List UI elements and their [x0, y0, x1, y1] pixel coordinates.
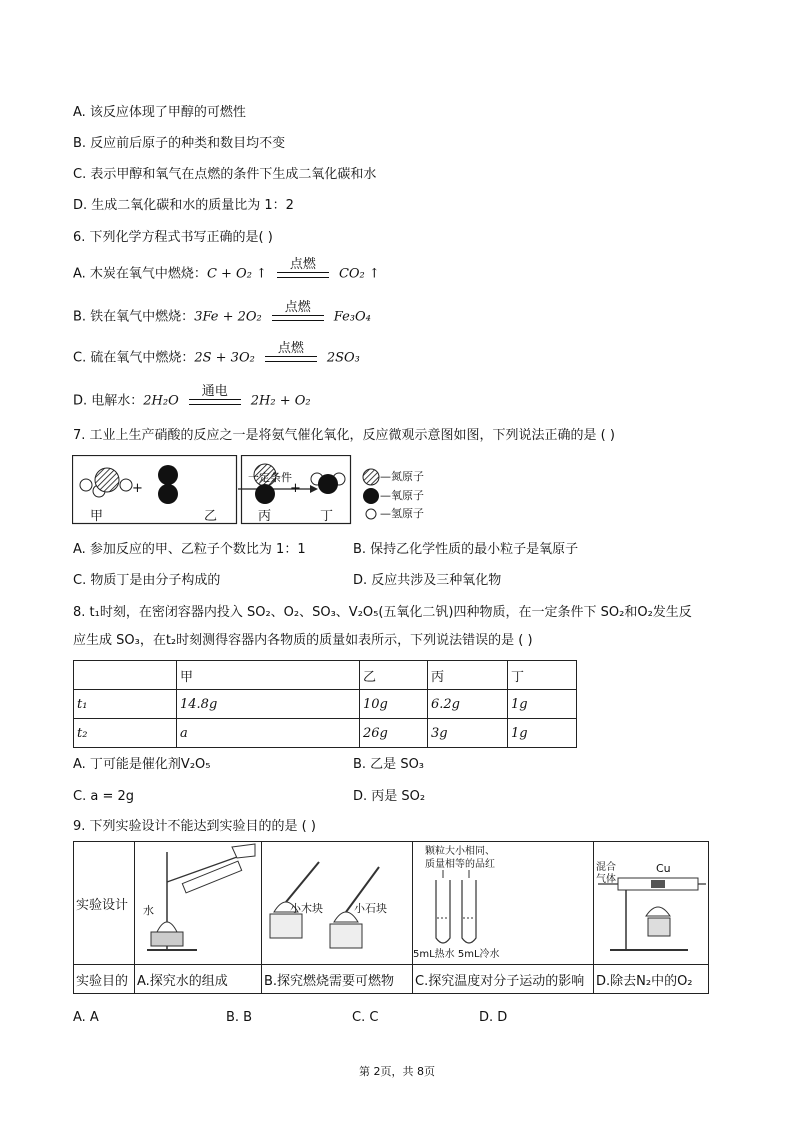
- img-water-label: 水: [143, 904, 154, 917]
- q7-arrow-label: 一定条件: [248, 471, 292, 484]
- table-cell: 10g: [360, 690, 428, 719]
- q6-b-right: Fe₃O₄: [333, 309, 371, 325]
- q6-stem: 6. 下列化学方程式书写正确的是( ): [73, 230, 273, 245]
- q7-option-c: C. 物质丁是由分子构成的: [73, 573, 221, 588]
- equals-bars: [277, 272, 329, 278]
- q7-label-jia: 甲: [90, 509, 104, 524]
- q6-d-prefix: D. 电解水：: [73, 393, 144, 409]
- row-label-goal: 实验目的: [74, 965, 135, 994]
- table-cell: 1g: [508, 690, 577, 719]
- table-header-row: [74, 661, 577, 690]
- goal-a: A.探究水的组成: [135, 965, 262, 994]
- q5-option-a: A. 该反应体现了甲醇的可燃性: [73, 105, 246, 120]
- q7-stem: 7. 工业上生产硝酸的反应之一是将氨气催化氧化，反应微观示意图如图，下列说法正确的是 ( ): [73, 428, 615, 443]
- table-cell: 1g: [508, 719, 577, 748]
- q6-option-b: [73, 300, 371, 327]
- q6-a-condition: [277, 258, 329, 278]
- q5-option-d: D. 生成二氧化碳和水的质量比为 1：2: [73, 198, 294, 213]
- img-c-top1: 颗粒大小相同、: [425, 846, 495, 857]
- q8-table: [73, 660, 577, 748]
- q9-option-c: C. C: [352, 1010, 379, 1025]
- combustion-apparatus-image: [264, 842, 410, 960]
- legend-o: —氧原子: [380, 489, 424, 502]
- q8-option-d: D. 丙是 SO₂: [353, 789, 426, 804]
- legend-icons: [363, 469, 379, 519]
- q6-a-prefix: A. 木炭在氧气中燃烧：: [73, 266, 207, 282]
- q6-option-a: [73, 257, 380, 284]
- table-cell: 乙: [360, 661, 428, 690]
- table-row: [74, 690, 577, 719]
- table-row: [74, 965, 709, 994]
- q8-option-b: B. 乙是 SO₃: [353, 757, 425, 772]
- q8-option-c: C. a = 2g: [73, 789, 134, 804]
- cond-label: 点燃: [289, 257, 316, 272]
- q7-plus-2: +: [290, 481, 301, 496]
- img-c-cell: [413, 842, 594, 965]
- q6-c-prefix: C. 硫在氧气中燃烧：: [73, 350, 195, 366]
- table-row: [74, 842, 709, 965]
- nh3-molecule: [80, 468, 132, 497]
- q9-stem: 9. 下列实验设计不能达到实验目的的是 ( ): [73, 819, 316, 834]
- q8-stem-line1: 8. t₁时刻，在密闭容器内投入 SO₂、O₂、SO₃、V₂O₅(五氧化二钒)四种物质，在一定条件下 SO₂和O₂发生反: [73, 605, 692, 620]
- q7-option-b: B. 保持乙化学性质的最小粒子是氧原子: [353, 542, 579, 557]
- q6-d-right: 2H₂ + O₂: [250, 393, 311, 409]
- img-d-gas2: 气体: [596, 874, 616, 885]
- q6-option-d: [73, 384, 311, 411]
- equals-bars: [265, 356, 317, 362]
- q9-table: [73, 841, 709, 994]
- img-d-cell: [594, 842, 709, 965]
- equals-bars: [272, 315, 324, 321]
- o2-molecule: [158, 465, 178, 504]
- q8-option-a: A. 丁可能是催化剂V₂O₅: [73, 757, 211, 772]
- table-cell: 丁: [508, 661, 577, 690]
- q6-c-right: 2SO₃: [326, 350, 360, 366]
- electrolysis-apparatus-image: [137, 842, 259, 960]
- table-row: [74, 719, 577, 748]
- cond-label: 点燃: [284, 300, 311, 315]
- legend-n: —氮原子: [380, 470, 424, 483]
- q7-label-yi: 乙: [204, 509, 218, 524]
- table-cell: 丙: [428, 661, 508, 690]
- img-c-top2: 质量相等的品红: [425, 859, 495, 870]
- q6-b-left: 3Fe + 2O₂: [194, 309, 262, 325]
- img-a-cell: [135, 842, 262, 965]
- img-stone-label: 小石块: [354, 902, 387, 915]
- table-cell: 26g: [360, 719, 428, 748]
- q6-c-condition: [265, 342, 317, 362]
- table-cell: t₁: [74, 690, 177, 719]
- q7-option-d: D. 反应共涉及三种氧化物: [353, 573, 502, 588]
- q9-option-d: D. D: [479, 1010, 508, 1025]
- q8-stem-line2: 应生成 SO₃，在t₂时刻测得容器内各物质的质量如表所示，下列说法错误的是 ( ): [73, 633, 533, 648]
- cond-label: 通电: [201, 384, 228, 399]
- q5-option-b: B. 反应前后原子的种类和数目均不变: [73, 136, 286, 151]
- q5-option-c: C. 表示甲醇和氧气在点燃的条件下生成二氧化碳和水: [73, 167, 377, 182]
- equals-bars: [189, 399, 241, 405]
- q9-option-a: A. A: [73, 1010, 99, 1025]
- q7-plus-1: +: [132, 481, 143, 496]
- h2o-molecule: [311, 473, 345, 494]
- table-cell: 甲: [177, 661, 360, 690]
- row-label-design: 实验设计: [74, 842, 135, 965]
- goal-c: C.探究温度对分子运动的影响: [413, 965, 594, 994]
- table-cell: 3g: [428, 719, 508, 748]
- q6-d-left: 2H₂O: [143, 393, 179, 409]
- goal-b: B.探究燃烧需要可燃物: [262, 965, 413, 994]
- cond-label: 点燃: [277, 341, 304, 356]
- img-b-cell: [262, 842, 413, 965]
- q7-label-ding: 丁: [320, 509, 334, 524]
- img-wood-label: 小木块: [290, 902, 323, 915]
- q7-diagram: [72, 455, 452, 525]
- img-c-bottom: 5mL热水 5mL冷水: [413, 949, 500, 960]
- legend-h: —氢原子: [380, 507, 424, 520]
- table-cell: t₂: [74, 719, 177, 748]
- q6-a-left: C + O₂ ↑: [206, 266, 267, 282]
- table-cell: [74, 661, 177, 690]
- q6-a-right: CO₂ ↑: [338, 266, 380, 282]
- goal-d: D.除去N₂中的O₂: [594, 965, 709, 994]
- q6-c-left: 2S + 3O₂: [194, 350, 255, 366]
- page-footer: 第 2页，共 8页: [359, 1065, 435, 1078]
- q7-label-bing: 丙: [258, 509, 272, 524]
- q6-b-prefix: B. 铁在氧气中燃烧：: [73, 309, 195, 325]
- table-cell: 14.8g: [177, 690, 360, 719]
- q7-option-a: A. 参加反应的甲、乙粒子个数比为 1：1: [73, 542, 306, 557]
- q9-option-b: B. B: [226, 1010, 253, 1025]
- q6-option-c: [73, 341, 360, 368]
- table-cell: 6.2g: [428, 690, 508, 719]
- img-d-gas1: 混合: [596, 862, 616, 873]
- q6-d-condition: [189, 385, 241, 405]
- table-cell: a: [177, 719, 360, 748]
- q6-b-condition: [272, 301, 324, 321]
- img-d-cu: Cu: [656, 862, 671, 875]
